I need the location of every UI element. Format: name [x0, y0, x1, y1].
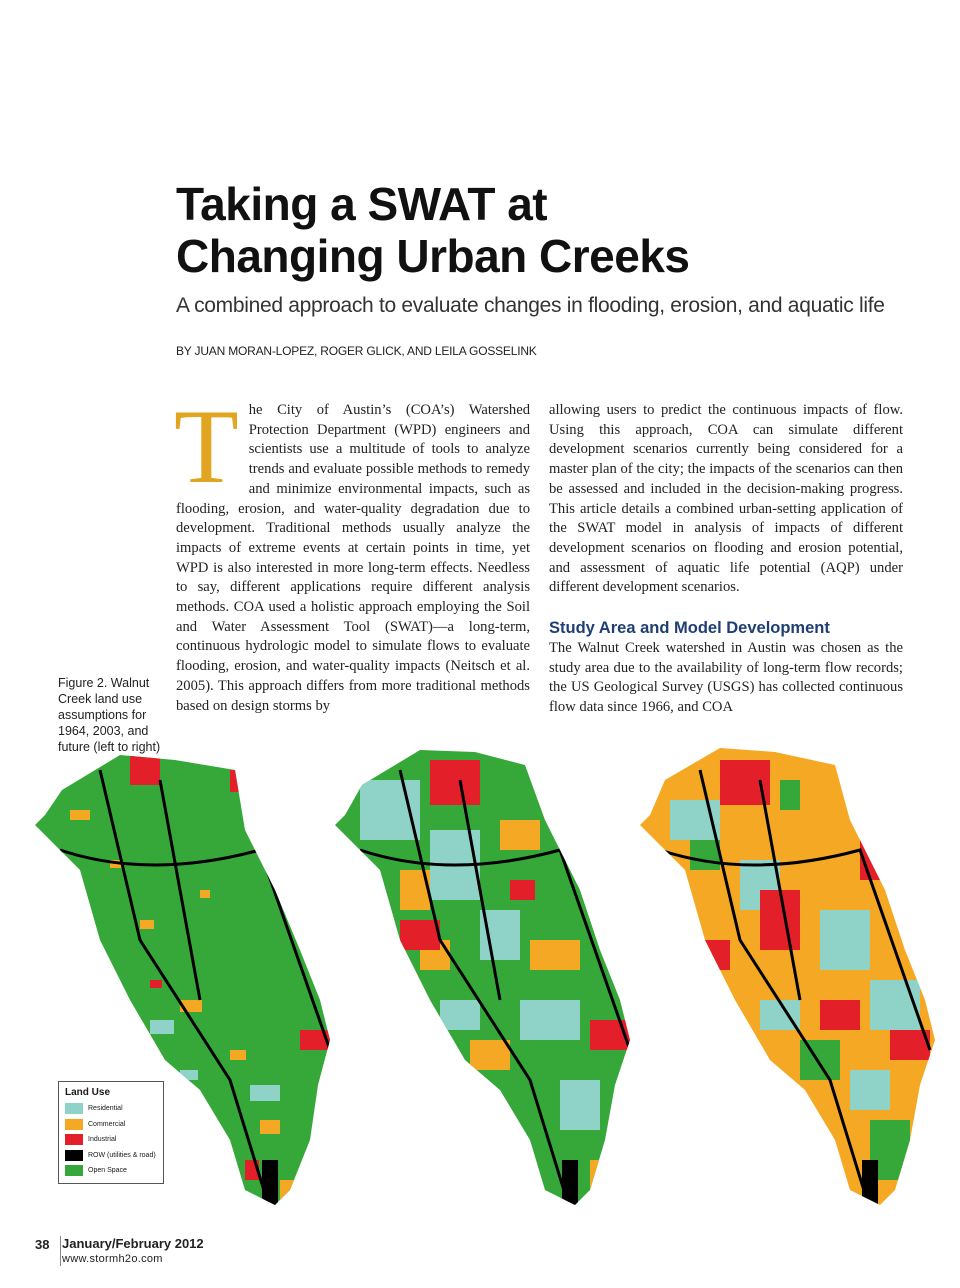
legend-swatch: [65, 1134, 83, 1145]
legend-item-row: [65, 1148, 163, 1164]
section-heading: Study Area and Model Development: [549, 619, 830, 638]
issue-date: January/February 2012: [62, 1236, 204, 1251]
page-number: 38: [35, 1237, 50, 1252]
legend-item-open-space: [65, 1163, 163, 1179]
legend-label: Industrial: [88, 1136, 117, 1144]
legend-swatch: [65, 1103, 83, 1114]
footer-divider: [60, 1236, 61, 1266]
page-footer: [35, 1236, 204, 1266]
legend-label: Commercial: [88, 1120, 126, 1128]
legend-swatch: [65, 1165, 83, 1176]
figure-caption: Figure 2. Walnut Creek land use assumptions for 1964, 2003, and future (left to right): [58, 676, 161, 754]
map-future: [600, 740, 940, 1220]
website-url: www.stormh2o.com: [62, 1253, 163, 1265]
legend-label: Residential: [88, 1105, 123, 1113]
paragraph-intro: he City of Austin’s (COA’s) Watershed Protection Department (WPD) engineers and scientists use a multitude of tools to analyze trends and evaluate possible methods to remedy and minimize environmental impacts, such as flooding, erosion, and water-quality degradation due to development. Traditional methods usually analyze the impacts of extreme events at certain points in time, yet WPD is also interested in more long-term effects. Needless to say, different applications require different analysis methods. COA used a holistic approach employing the Soil and Water Assessment Tool (SWAT)—a long-term, continuous hydrologic model to simulate flows to evaluate flooding, erosion, and water-quality impacts (Neitsch et al. 2005). This approach differs from more traditional methods based on design storms by: [176, 402, 530, 714]
legend-label: Open Space: [88, 1167, 127, 1175]
map-legend: [58, 1081, 164, 1184]
legend-swatch: [65, 1150, 83, 1161]
legend-title: Land Use: [65, 1087, 111, 1098]
column-left: [174, 388, 530, 716]
legend-label: ROW (utilities & road): [88, 1151, 156, 1159]
column-right: [549, 401, 903, 718]
legend-item-residential: [65, 1101, 163, 1117]
paragraph-continued: allowing users to predict the continuous impacts of flow. Using this approach, COA can simulate different development scenarios currently being considered for a master plan of the city; the impacts of the scenarios can then be assessed and included in the decision-making progress. This article details a combined urban-setting application of the SWAT model in analysis of impacts of different development scenarios on flooding and erosion potential, and assessment of aquatic life potential (AQP) under different development scenarios.: [549, 402, 903, 596]
paragraph-study-area: The Walnut Creek watershed in Austin was chosen as the study area due to the availability of long-term flow records; the US Geological Survey (USGS) has collected continuous flow data since 1966, and COA: [549, 640, 903, 716]
legend-swatch: [65, 1119, 83, 1130]
legend-item-commercial: [65, 1117, 163, 1133]
title-line-2: Changing Urban Creeks: [176, 230, 690, 282]
drop-cap: T: [174, 388, 239, 505]
byline: BY JUAN MORAN-LOPEZ, ROGER GLICK, AND LEILA GOSSELINK: [176, 344, 537, 358]
map-1964: [0, 740, 340, 1220]
map-2003: [300, 740, 640, 1220]
article-title: [176, 178, 916, 282]
legend-item-industrial: [65, 1132, 163, 1148]
title-line-1: Taking a SWAT at: [176, 178, 548, 230]
article-subtitle: A combined approach to evaluate changes in flooding, erosion, and aquatic life: [176, 294, 885, 317]
